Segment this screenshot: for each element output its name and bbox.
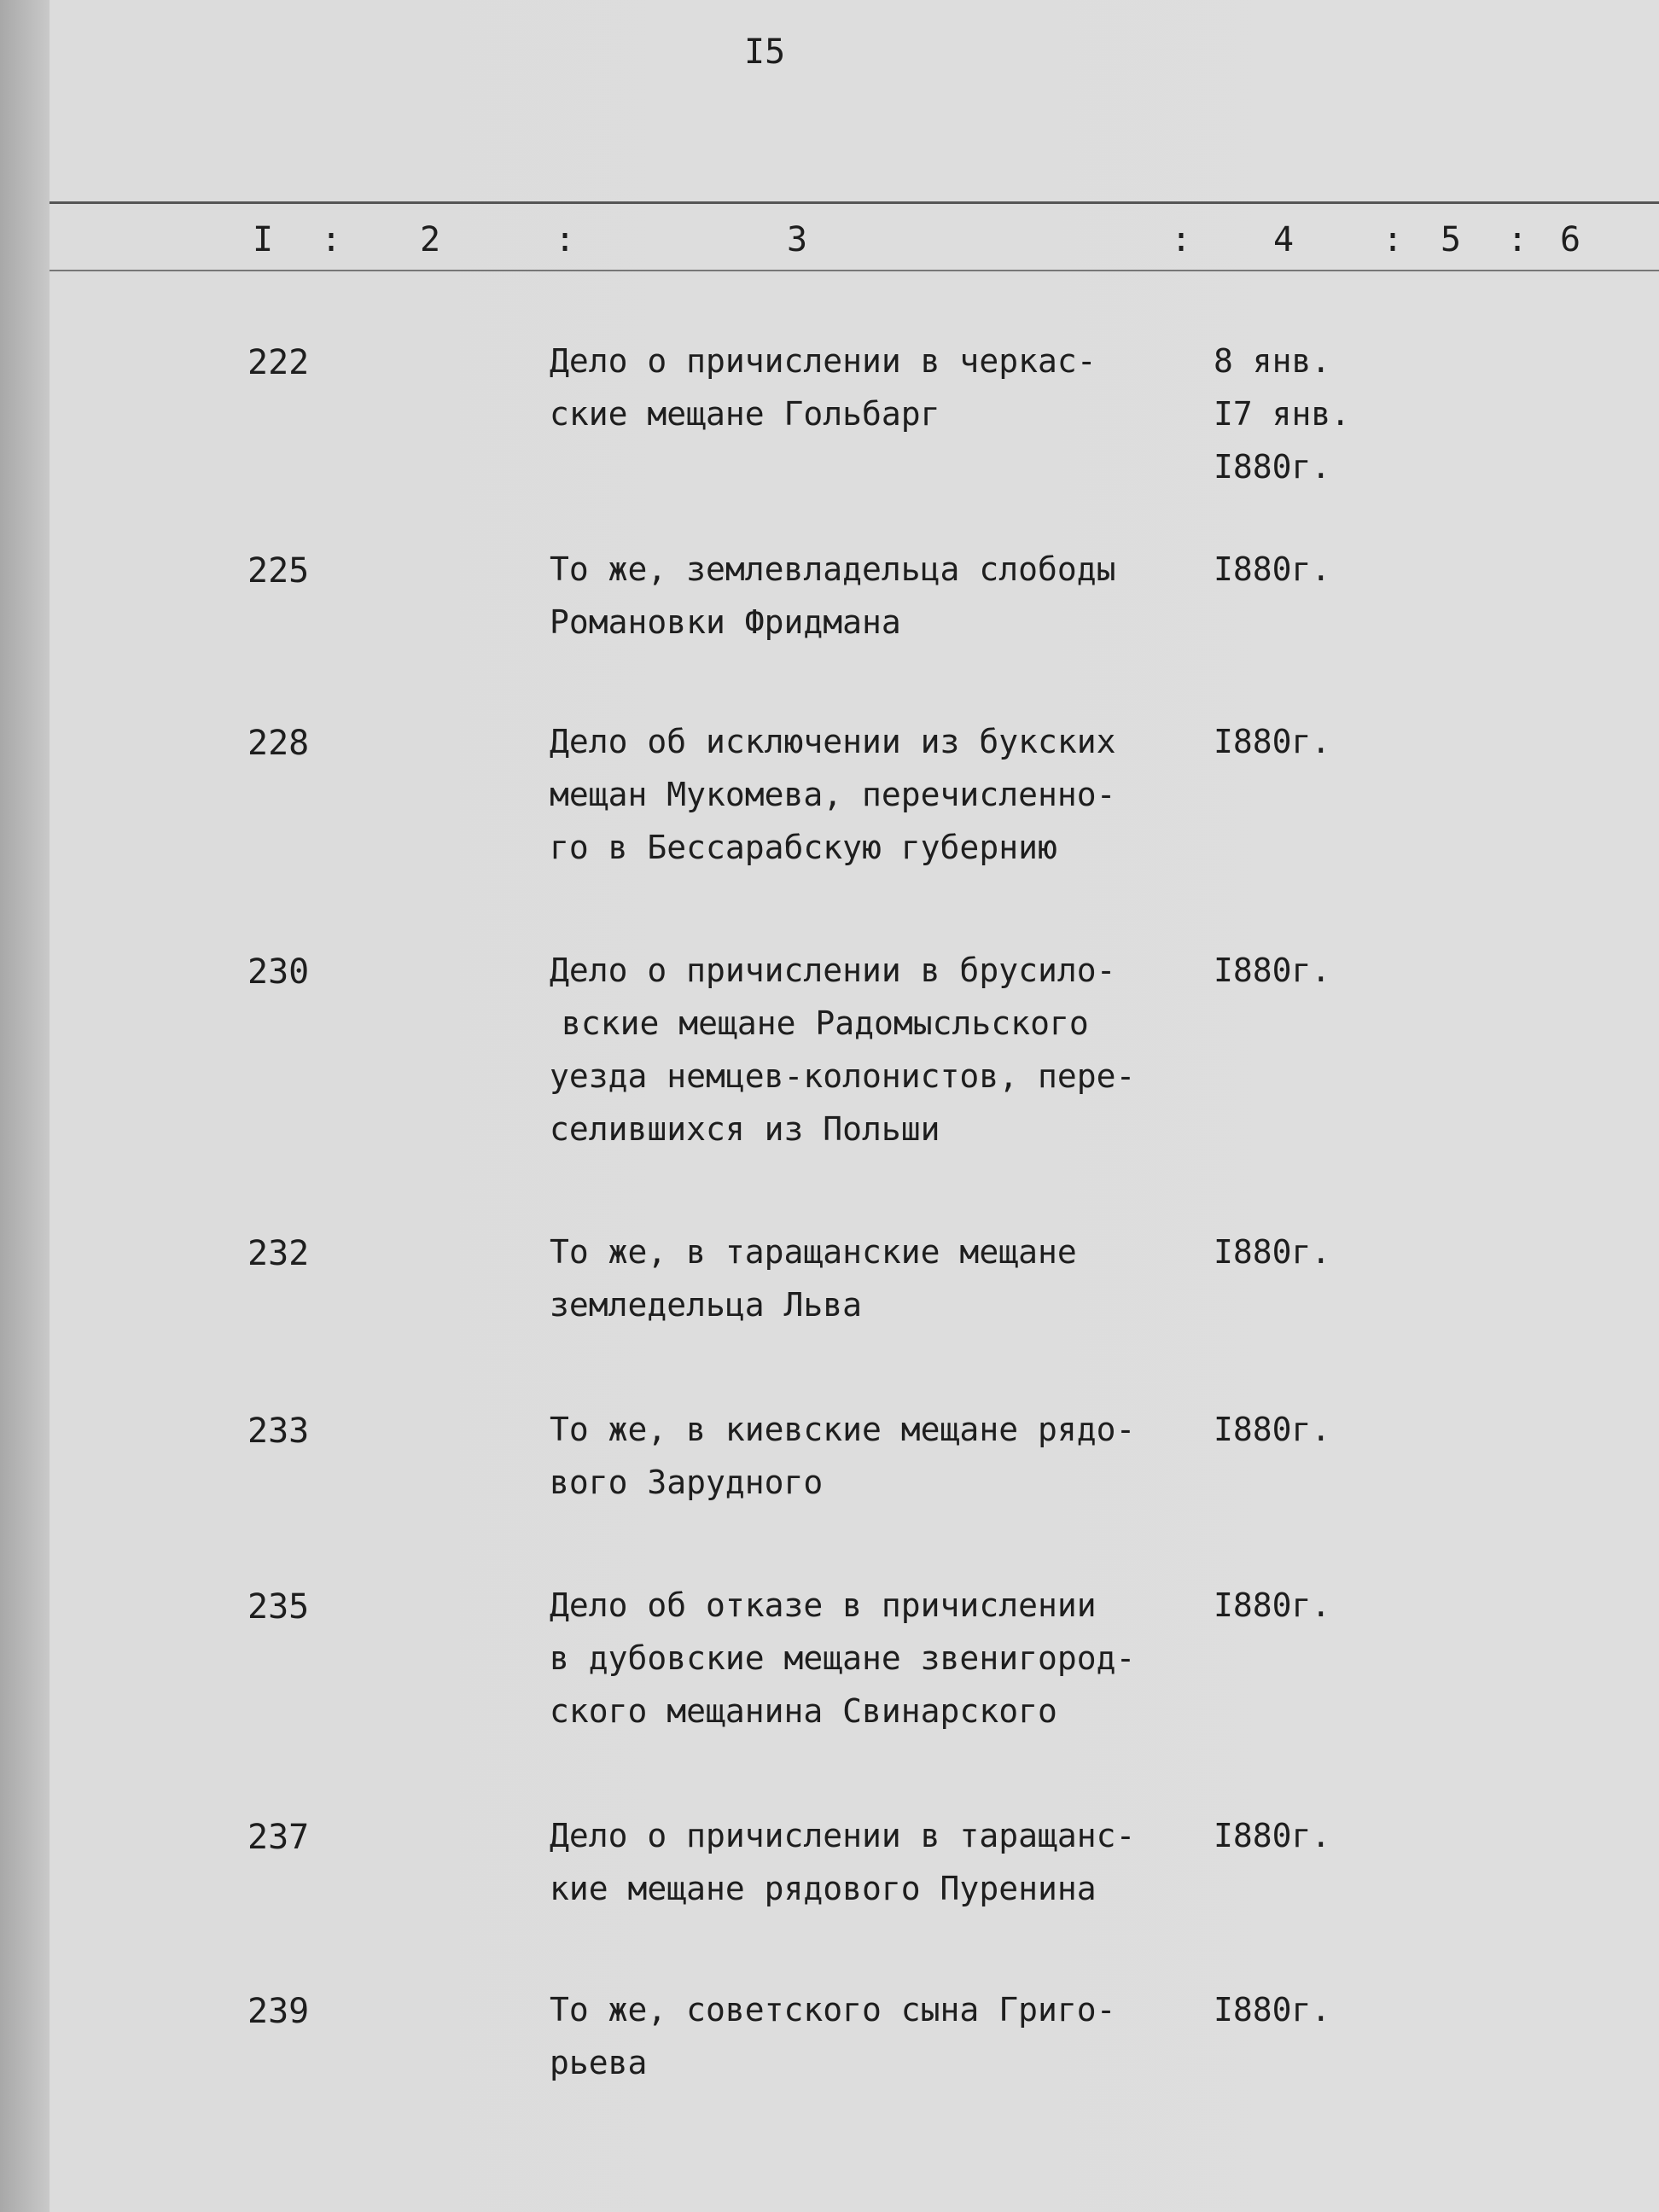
description-line: го в Бессарабскую губернию bbox=[550, 829, 1057, 866]
entry-number: 232 bbox=[247, 1234, 310, 1273]
description-line: рьева bbox=[550, 2044, 648, 2081]
date-line: I880г. bbox=[1214, 448, 1331, 486]
column-header-1: I bbox=[253, 220, 274, 259]
entry-description bbox=[550, 1983, 1215, 2089]
entry-number: 239 bbox=[247, 1992, 310, 2031]
entry-number: 237 bbox=[247, 1818, 310, 1857]
description-line: Дело о причислении в таращанс- bbox=[550, 1817, 1136, 1854]
column-separator: : bbox=[1382, 220, 1404, 259]
date-line: I880г. bbox=[1214, 1817, 1331, 1854]
entry-description bbox=[550, 715, 1215, 874]
entry-number: 235 bbox=[247, 1587, 310, 1627]
column-separator: : bbox=[1171, 220, 1192, 259]
entry-number: 228 bbox=[247, 724, 310, 763]
description-line: селившихся из Польши bbox=[550, 1110, 940, 1148]
date-line: I880г. bbox=[1214, 952, 1331, 989]
entry-number: 222 bbox=[247, 343, 310, 382]
description-line: То же, землевладельца слободы bbox=[550, 550, 1116, 588]
date-line: I880г. bbox=[1214, 1586, 1331, 1624]
column-header-5: 5 bbox=[1441, 220, 1462, 259]
page-number: I5 bbox=[744, 32, 786, 72]
page-binding-edge bbox=[0, 0, 49, 2212]
date-line: 8 янв. bbox=[1214, 342, 1331, 380]
description-line: То же, в таращанские мещане bbox=[550, 1233, 1077, 1271]
description-line: кие мещане рядового Пуренина bbox=[550, 1870, 1097, 1907]
column-header-3: 3 bbox=[787, 220, 808, 259]
description-line: Дело о причислении в брусило- bbox=[550, 952, 1116, 989]
entry-date bbox=[1214, 335, 1350, 493]
entry-date bbox=[1214, 1225, 1330, 1278]
description-line: Дело о причислении в черкас- bbox=[550, 342, 1097, 380]
description-line: земледельца Льва bbox=[550, 1286, 863, 1324]
column-header-6: 6 bbox=[1560, 220, 1581, 259]
header-bottom-rule bbox=[49, 270, 1659, 271]
column-header-4: 4 bbox=[1273, 220, 1295, 259]
description-line: уезда немцев-колонистов, пере- bbox=[550, 1057, 1136, 1095]
entry-date bbox=[1214, 715, 1330, 768]
description-line: ские мещане Гольбарг bbox=[550, 395, 940, 433]
column-separator: : bbox=[1507, 220, 1528, 259]
description-line: ского мещанина Свинарского bbox=[550, 1692, 1057, 1730]
description-line: То же, советского сына Григо- bbox=[550, 1991, 1116, 2029]
description-line: мещан Мукомева, перечисленно- bbox=[550, 776, 1116, 813]
entry-date bbox=[1214, 1809, 1330, 1862]
entry-date bbox=[1214, 1579, 1330, 1632]
entry-date bbox=[1214, 944, 1330, 997]
column-separator: : bbox=[321, 220, 342, 259]
entry-date bbox=[1214, 1983, 1330, 2036]
entry-description bbox=[550, 1809, 1215, 1915]
entry-description bbox=[550, 944, 1215, 1155]
date-line: I880г. bbox=[1214, 1411, 1331, 1448]
entry-description bbox=[550, 1225, 1215, 1331]
description-line: Романовки Фридмана bbox=[550, 603, 901, 641]
header-top-rule bbox=[49, 201, 1659, 204]
date-line: I880г. bbox=[1214, 550, 1331, 588]
entry-description bbox=[550, 1403, 1215, 1509]
description-line: Дело об исключении из букских bbox=[550, 723, 1116, 760]
entry-description bbox=[550, 335, 1215, 440]
date-line: I880г. bbox=[1214, 723, 1331, 760]
entry-number: 230 bbox=[247, 952, 310, 992]
date-line: I880г. bbox=[1214, 1991, 1331, 2029]
entry-date bbox=[1214, 1403, 1330, 1456]
description-line: То же, в киевские мещане рядо- bbox=[550, 1411, 1136, 1448]
description-line: вские мещане Радомысльского bbox=[562, 1004, 1089, 1042]
entry-date bbox=[1214, 543, 1330, 596]
description-line: Дело об отказе в причислении bbox=[550, 1586, 1097, 1624]
date-line: I880г. bbox=[1214, 1233, 1331, 1271]
date-line: I7 янв. bbox=[1214, 395, 1351, 433]
description-line: в дубовские мещане звенигород- bbox=[550, 1639, 1136, 1677]
entry-number: 233 bbox=[247, 1412, 310, 1451]
column-header-2: 2 bbox=[420, 220, 441, 259]
description-line: вого Зарудного bbox=[550, 1464, 824, 1501]
entry-description bbox=[550, 543, 1215, 649]
entry-description bbox=[550, 1579, 1215, 1738]
column-separator: : bbox=[555, 220, 576, 259]
entry-number: 225 bbox=[247, 551, 310, 591]
